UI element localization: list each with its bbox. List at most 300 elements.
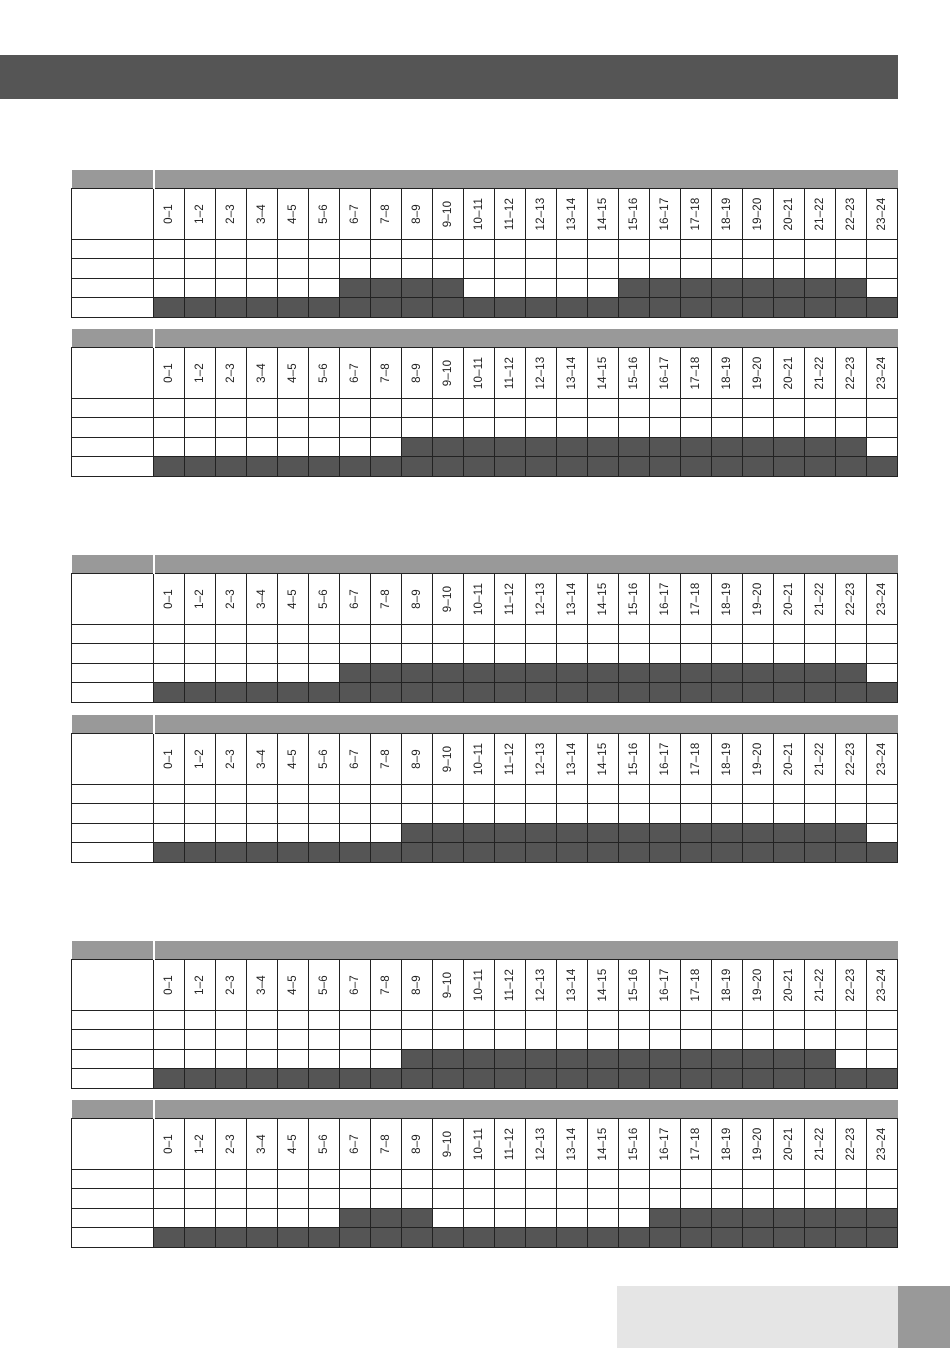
schedule-cell [681,239,712,259]
schedule-cell-active [557,1228,588,1248]
schedule-cell [216,784,247,804]
schedule-cell [340,418,371,438]
header-title-cell [154,941,898,959]
hour-label: 21–22 [814,582,826,615]
schedule-cell-active [340,1208,371,1228]
hour-header-cell [154,573,185,624]
schedule-cell [836,784,867,804]
hour-label: 17–18 [690,582,702,615]
schedule-cell-active [402,1228,433,1248]
schedule-cell-active [774,1228,805,1248]
schedule-cell [340,398,371,418]
schedule-cell [247,278,278,298]
hour-header-cell [154,188,185,239]
header-title-cell [154,1100,898,1118]
row-label-cell [72,843,154,863]
schedule-cell-active [340,1228,371,1248]
hour-label: 4–5 [287,588,299,609]
schedule-cell-active [619,683,650,703]
hour-header-cell [464,188,495,239]
hour-label: 0–1 [163,588,175,609]
hour-label: 0–1 [163,974,175,995]
hour-header-cell [371,959,402,1010]
hour-label: 5–6 [318,362,330,383]
schedule-cell [712,398,743,418]
schedule-cell-active [216,298,247,318]
hour-label: 21–22 [814,742,826,775]
hours-row [72,347,898,398]
row-label-cell [72,959,154,1010]
schedule-cell-active [805,457,836,477]
hour-label: 15–16 [628,356,640,389]
schedule-cell [216,644,247,664]
hour-header-cell [743,733,774,784]
hour-header-cell [712,733,743,784]
table-header-band [72,941,898,959]
schedule-cell [464,644,495,664]
hour-header-cell [867,959,898,1010]
schedule-cell-active [681,1208,712,1228]
schedule-cell [650,644,681,664]
schedule-cell [805,624,836,644]
schedule-cell-active [712,1049,743,1069]
schedule-cell [278,437,309,457]
hour-header-cell [309,733,340,784]
hour-label: 17–18 [690,197,702,230]
schedule-cell [464,278,495,298]
schedule-cell [774,1010,805,1030]
schedule-cell [278,278,309,298]
schedule-cell [278,1169,309,1189]
schedule-cell [495,804,526,824]
schedule-cell [278,1030,309,1050]
schedule-cell [836,239,867,259]
schedule-cell [433,1010,464,1030]
table-row [72,663,898,683]
row-label-cell [72,823,154,843]
hour-label: 19–20 [752,968,764,1001]
schedule-cell [526,1169,557,1189]
hour-label: 8–9 [411,203,423,224]
hour-label: 4–5 [287,974,299,995]
schedule-cell-active [433,1228,464,1248]
hour-label: 10–11 [473,742,485,775]
schedule-cell-active [805,437,836,457]
schedule-cell-active [650,1069,681,1089]
schedule-cell-active [309,843,340,863]
hour-label: 13–14 [566,582,578,615]
hour-header-cell [402,573,433,624]
schedule-cell [650,418,681,438]
schedule-cell [526,804,557,824]
schedule-cell [526,624,557,644]
schedule-cell [154,644,185,664]
schedule-cell [309,398,340,418]
hour-header-cell [712,347,743,398]
schedule-cell [309,823,340,843]
schedule-cell [588,1169,619,1189]
schedule-cell [154,1010,185,1030]
schedule-cell [650,1189,681,1209]
row-label-cell [72,1228,154,1248]
schedule-cell [557,1010,588,1030]
schedule-cell [371,804,402,824]
hour-label: 23–24 [876,968,888,1001]
schedule-cell-active [867,843,898,863]
row-label-cell [72,259,154,279]
schedule-cell [743,418,774,438]
hour-label: 7–8 [380,748,392,769]
hour-header-cell [712,1118,743,1169]
hour-label: 13–14 [566,1127,578,1160]
row-label-cell [72,188,154,239]
hour-label: 19–20 [752,356,764,389]
schedule-cell [712,644,743,664]
hour-label: 11–12 [504,968,516,1001]
table-row [72,644,898,664]
schedule-cell [495,624,526,644]
hour-label: 6–7 [349,588,361,609]
schedule-cell-active [495,663,526,683]
schedule-cell-active [247,683,278,703]
schedule-cell [650,1010,681,1030]
schedule-cell-active [340,1069,371,1089]
schedule-cell [309,784,340,804]
schedule-cell-active [464,683,495,703]
schedule-cell-active [619,1049,650,1069]
schedule-cell [557,1030,588,1050]
row-label-cell [72,1118,154,1169]
hour-header-cell [278,733,309,784]
schedule-cell-active [402,298,433,318]
schedule-cell [278,644,309,664]
hour-header-cell [464,733,495,784]
schedule-cell-active [309,298,340,318]
schedule-cell-active [495,457,526,477]
row-label-cell [72,804,154,824]
hour-header-cell [650,959,681,1010]
schedule-cell-active [154,298,185,318]
schedule-cell [650,259,681,279]
schedule-cell-active [805,298,836,318]
schedule-cell-active [309,683,340,703]
schedule-cell [619,1030,650,1050]
hour-header-cell [154,959,185,1010]
hour-header-cell [433,573,464,624]
schedule-cell-active [836,278,867,298]
schedule-cell [464,1208,495,1228]
schedule-cell-active [712,298,743,318]
hour-header-cell [216,573,247,624]
hour-label: 9–10 [442,585,454,612]
schedule-cell-active [619,1069,650,1089]
hour-label: 12–13 [535,356,547,389]
hour-label: 19–20 [752,582,764,615]
schedule-cell [433,259,464,279]
schedule-cell [216,804,247,824]
schedule-cell-active [743,457,774,477]
row-label-cell [72,644,154,664]
schedule-cell [495,259,526,279]
schedule-cell [526,1010,557,1030]
hour-label: 3–4 [256,588,268,609]
hour-label: 9–10 [442,1130,454,1157]
hour-header-cell [557,188,588,239]
schedule-cell [340,644,371,664]
hour-label: 10–11 [473,582,485,615]
hour-label: 18–19 [721,197,733,230]
hour-header-cell [309,959,340,1010]
schedule-cell [774,398,805,418]
schedule-cell-active [464,843,495,863]
schedule-cell-active [371,1208,402,1228]
schedule-cell-active [867,683,898,703]
hour-header-cell [278,573,309,624]
schedule-cell [588,1030,619,1050]
hour-label: 2–3 [225,588,237,609]
row-label-cell [72,683,154,703]
schedule-cell-active [433,298,464,318]
schedule-cell-active [588,683,619,703]
header-title-cell [154,170,898,188]
hour-label: 8–9 [411,1133,423,1154]
table-header-band [72,555,898,573]
hour-label: 9–10 [442,359,454,386]
schedule-cell [495,644,526,664]
table-row [72,437,898,457]
schedule-cell-active [464,823,495,843]
schedule-cell [402,1189,433,1209]
schedule-cell [278,1010,309,1030]
schedule-cell [278,1208,309,1228]
hour-label: 10–11 [473,197,485,230]
schedule-cell [185,437,216,457]
schedule-cell [154,624,185,644]
schedule-cell [371,1030,402,1050]
schedule-cell [495,1030,526,1050]
schedule-cell-active [402,683,433,703]
hour-label: 5–6 [318,748,330,769]
schedule-cell [867,1030,898,1050]
schedule-cell [495,1189,526,1209]
header-label-cell [72,715,154,733]
hour-header-cell [185,573,216,624]
hour-label: 5–6 [318,203,330,224]
schedule-cell-active [464,1049,495,1069]
schedule-cell [464,259,495,279]
hour-header-cell [867,1118,898,1169]
hour-header-cell [743,188,774,239]
schedule-cell [557,784,588,804]
schedule-cell [588,259,619,279]
table-row [72,1069,898,1089]
hour-header-cell [557,733,588,784]
schedule-cell [774,804,805,824]
table-header-band [72,170,898,188]
schedule-cell [247,823,278,843]
schedule-table [71,1100,898,1248]
schedule-cell-active [433,823,464,843]
schedule-cell [836,418,867,438]
hour-header-cell [867,573,898,624]
schedule-cell [433,784,464,804]
hour-header-cell [216,733,247,784]
schedule-cell [433,398,464,418]
schedule-cell [526,398,557,418]
schedule-cell-active [278,457,309,477]
schedule-cell [805,239,836,259]
schedule-cell [247,1189,278,1209]
schedule-cell [495,1010,526,1030]
hour-label: 15–16 [628,968,640,1001]
schedule-cell-active [743,278,774,298]
schedule-cell-active [402,663,433,683]
hour-header-cell [247,733,278,784]
schedule-cell [588,278,619,298]
schedule-cell [619,398,650,418]
schedule-cell-active [650,1049,681,1069]
schedule-cell-active [216,683,247,703]
schedule-cell [650,239,681,259]
schedule-cell [185,624,216,644]
footer-box [617,1286,898,1348]
schedule-cell-active [185,298,216,318]
schedule-cell-active [743,298,774,318]
hour-label: 11–12 [504,356,516,389]
schedule-cell [526,278,557,298]
schedule-cell [371,1010,402,1030]
schedule-cell [340,784,371,804]
hour-label: 12–13 [535,968,547,1001]
row-label-cell [72,1069,154,1089]
hour-header-cell [681,959,712,1010]
schedule-cell [464,804,495,824]
hour-label: 18–19 [721,1127,733,1160]
schedule-cell [216,624,247,644]
hour-label: 11–12 [504,582,516,615]
header-label-cell [72,329,154,347]
schedule-cell-active [650,663,681,683]
schedule-cell [185,784,216,804]
schedule-cell [185,823,216,843]
schedule-cell [154,437,185,457]
schedule-cell [154,418,185,438]
hour-label: 22–23 [845,742,857,775]
hour-label: 22–23 [845,582,857,615]
table-row [72,1189,898,1209]
hour-header-cell [433,733,464,784]
hour-label: 20–21 [783,742,795,775]
schedule-cell [340,437,371,457]
schedule-cell [402,1169,433,1189]
hour-label: 14–15 [597,968,609,1001]
schedule-cell [216,1030,247,1050]
schedule-cell-active [681,437,712,457]
hour-header-cell [402,347,433,398]
hour-header-cell [743,959,774,1010]
schedule-cell-active [495,683,526,703]
row-label-cell [72,1049,154,1069]
hour-label: 0–1 [163,1133,175,1154]
schedule-cell [681,1189,712,1209]
hour-label: 17–18 [690,1127,702,1160]
schedule-cell [402,398,433,418]
schedule-cell-active [216,843,247,863]
table-row [72,298,898,318]
row-label-cell [72,784,154,804]
schedule-cell-active [495,1049,526,1069]
hour-header-cell [433,959,464,1010]
schedule-cell [464,418,495,438]
hour-label: 20–21 [783,582,795,615]
schedule-cell [619,239,650,259]
schedule-cell [619,1208,650,1228]
schedule-cell-active [836,663,867,683]
schedule-cell [278,418,309,438]
schedule-cell [588,1208,619,1228]
hour-header-cell [650,347,681,398]
hour-header-cell [836,959,867,1010]
hour-label: 3–4 [256,974,268,995]
schedule-cell [867,823,898,843]
schedule-cell [464,1189,495,1209]
schedule-cell-active [743,1049,774,1069]
hour-header-cell [371,573,402,624]
schedule-cell-active [526,1069,557,1089]
schedule-cell [836,398,867,418]
schedule-cell [309,1030,340,1050]
hour-header-cell [278,959,309,1010]
hour-label: 13–14 [566,197,578,230]
schedule-cell [309,1010,340,1030]
table-row [72,1030,898,1050]
schedule-cell-active [402,437,433,457]
schedule-cell [867,624,898,644]
hour-label: 1–2 [194,748,206,769]
schedule-cell [681,644,712,664]
schedule-cell-active [650,823,681,843]
row-label-cell [72,1010,154,1030]
hour-header-cell [495,1118,526,1169]
schedule-cell [216,259,247,279]
hour-label: 19–20 [752,197,764,230]
hour-header-cell [588,959,619,1010]
schedule-cell-active [743,1069,774,1089]
schedule-cell [526,259,557,279]
hour-label: 12–13 [535,742,547,775]
schedule-cell [154,784,185,804]
hour-label: 1–2 [194,362,206,383]
schedule-cell-active [402,843,433,863]
schedule-cell-active [774,437,805,457]
hour-header-cell [619,1118,650,1169]
schedule-cell [650,784,681,804]
hour-header-cell [402,188,433,239]
schedule-cell-active [340,683,371,703]
schedule-cell [867,278,898,298]
schedule-cell [743,784,774,804]
schedule-cell [154,1169,185,1189]
schedule-cell-active [619,298,650,318]
schedule-cell [867,644,898,664]
schedule-cell [309,239,340,259]
schedule-cell [681,398,712,418]
schedule-cell-active [681,1069,712,1089]
hour-header-cell [836,1118,867,1169]
schedule-cell-active [774,823,805,843]
hour-label: 19–20 [752,1127,764,1160]
schedule-cell [154,278,185,298]
